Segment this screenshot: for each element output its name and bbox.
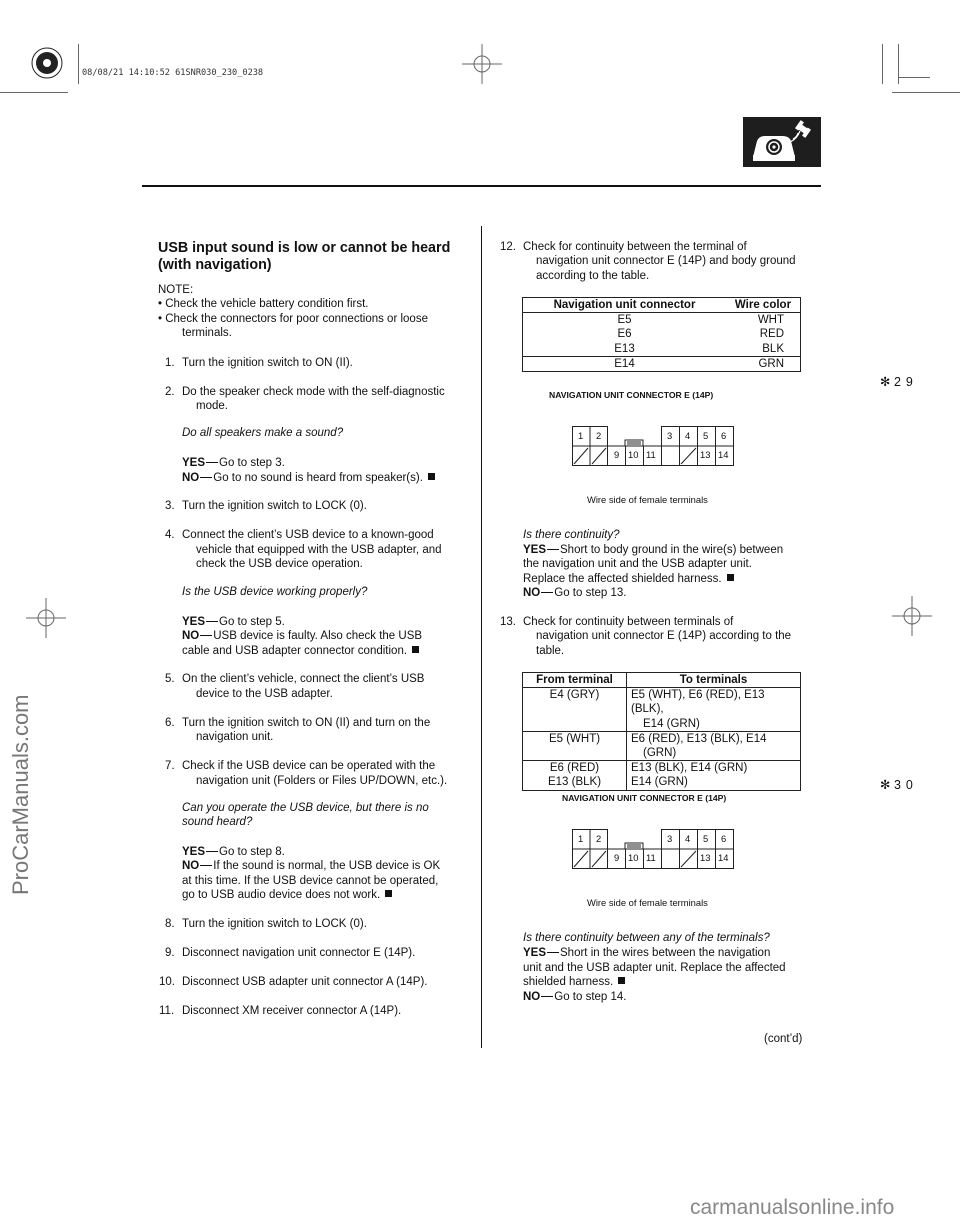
margin-mark: ✻ 29 (880, 375, 918, 389)
answer-yes: YES Short to body ground in the wire(s) between (523, 544, 784, 556)
answer-yes: YES Short in the wires between the navigation (523, 947, 771, 959)
note-label: NOTE: (158, 284, 194, 296)
step-number: 9. (165, 947, 175, 959)
table-row (523, 761, 801, 776)
side-watermark: ProCarManuals.com (8, 694, 33, 895)
step-number: 5. (165, 673, 175, 685)
pin-label: 10 (628, 852, 639, 863)
table-row (523, 356, 801, 371)
answer-no: NO Go to no sound is heard from speaker(s). (182, 471, 435, 486)
pin-label: 13 (700, 852, 711, 863)
step-number: 7. (165, 760, 175, 772)
crosshair-mark (462, 44, 502, 84)
crosshair-mark (892, 596, 932, 636)
table-row (523, 313, 801, 328)
table-header-row (523, 298, 801, 313)
table-cell: E5 (523, 313, 727, 328)
pin-label: 1 (578, 833, 584, 844)
bottom-watermark: carmanualsonline.info (690, 1196, 895, 1219)
crop-mark (78, 44, 79, 84)
answer-yes-cont: Replace the affected shielded harness. (523, 572, 734, 587)
answer-no-cont: go to USB audio device does not work. (182, 888, 392, 903)
answer-no: NO USB device is faulty. Also check the USB (182, 630, 423, 642)
table-row (523, 342, 801, 357)
table-cell: E5 (WHT), E6 (RED), E13 (BLK), E14 (GRN) (627, 688, 801, 732)
step-text: table. (536, 645, 565, 657)
pin-label: 9 (614, 852, 620, 863)
step-text: Check if the USB device can be operated with the (182, 760, 436, 772)
answer-no-cont: at this time. If the USB device cannot be operated, (182, 875, 439, 887)
crosshair-mark (26, 598, 66, 638)
table-cell: E6 (523, 327, 727, 341)
table-cell: RED (726, 327, 801, 341)
table-row (523, 327, 801, 341)
note-item: • Check the vehicle battery condition first. (158, 298, 369, 310)
answer-yes: YES Go to step 5. (182, 616, 285, 628)
crop-mark (898, 77, 930, 78)
continued-label: (cont’d) (764, 1033, 803, 1045)
connector-diagram (572, 829, 734, 869)
pin-label: 6 (721, 833, 727, 844)
crop-mark (0, 92, 68, 93)
table-cell: E6 (RED), E13 (BLK), E14 (GRN) (627, 731, 801, 760)
pin-label: 2 (596, 833, 602, 844)
header-rule (142, 185, 821, 187)
table-cell: E5 (WHT) (523, 731, 627, 760)
pin-label: 2 (596, 430, 602, 441)
continuity-table-2 (522, 672, 801, 791)
answer-yes-cont: the navigation unit and the USB adapter unit. (523, 558, 752, 570)
step-number: 2. (165, 386, 175, 398)
step-text: navigation unit. (196, 731, 274, 743)
title-line-1: USB input sound is low or cannot be heard (158, 240, 451, 256)
table-header-row (523, 673, 801, 688)
table-cell: E14 (523, 356, 727, 371)
wire-side-caption: Wire side of female terminals (587, 897, 708, 908)
margin-mark: ✻ 30 (880, 778, 918, 792)
page-title (158, 240, 450, 273)
answer-yes: YES Go to step 3. (182, 457, 285, 469)
crop-mark (892, 92, 960, 93)
table-cell: E13 (BLK), E14 (GRN) (627, 761, 801, 776)
step-text: according to the table. (536, 270, 650, 282)
table-row (523, 731, 801, 760)
step-number: 6. (165, 717, 175, 729)
step-text: Check for continuity between terminals of (523, 616, 734, 628)
pin-label: 14 (718, 852, 729, 863)
pin-label: 4 (685, 833, 691, 844)
pin-label: 11 (646, 852, 656, 863)
answer-yes-cont: unit and the USB adapter unit. Replace the affected (523, 962, 786, 974)
step-number: 3. (165, 500, 175, 512)
table-cell: GRN (726, 356, 801, 371)
table-cell: E14 (GRN) (627, 775, 801, 790)
answer-no-cont: cable and USB adapter connector condition. (182, 644, 419, 659)
table-cell: BLK (726, 342, 801, 357)
step-number: 13. (500, 616, 516, 628)
step-text: Turn the ignition switch to LOCK (0). (182, 500, 367, 512)
step-text: navigation unit connector E (14P) according to the (536, 630, 792, 642)
pin-label: 1 (578, 430, 584, 441)
question: Is there continuity? (523, 529, 620, 541)
step-number: 8. (165, 918, 175, 930)
table-cell: WHT (726, 313, 801, 328)
step-text: device to the USB adapter. (196, 688, 333, 700)
answer-no: NO If the sound is normal, the USB device is OK (182, 860, 441, 872)
step-text: Disconnect XM receiver connector A (14P). (182, 1005, 402, 1017)
question: Is there continuity between any of the terminals? (523, 932, 770, 944)
note-item: terminals. (182, 327, 232, 339)
step-text: navigation unit connector E (14P) and body ground (536, 255, 796, 267)
pin-label: 9 (614, 449, 620, 460)
crop-mark (882, 44, 883, 84)
pin-label: 4 (685, 430, 691, 441)
connector-diagram (572, 426, 734, 466)
step-text: On the client’s vehicle, connect the client’s USB (182, 673, 425, 685)
step-number: 10. (159, 976, 175, 988)
answer-yes-cont: shielded harness. (523, 975, 625, 990)
connector-caption: NAVIGATION UNIT CONNECTOR E (14P) (549, 390, 714, 400)
navigation-car-icon (743, 117, 821, 167)
step-text: vehicle that equipped with the USB adapter, and (196, 544, 442, 556)
pin-label: 3 (667, 430, 673, 441)
step-number: 11. (159, 1005, 175, 1017)
step-text: Turn the ignition switch to ON (II) and turn on the (182, 717, 431, 729)
step-text: Disconnect navigation unit connector E (14P). (182, 947, 416, 959)
step-number: 12. (500, 241, 516, 253)
column-divider (481, 226, 482, 1048)
answer-no: NO Go to step 14. (523, 991, 627, 1003)
step-number: 1. (165, 357, 175, 369)
step-text: Check for continuity between the terminal of (523, 241, 747, 253)
pin-label: 14 (718, 449, 729, 460)
table-cell: E13 (523, 342, 727, 357)
step-text: Do the speaker check mode with the self-diagnostic (182, 386, 445, 398)
table-header: Navigation unit connector (523, 298, 727, 313)
table-header: To terminals (627, 673, 801, 688)
pin-label: 11 (646, 449, 656, 460)
step-text: mode. (196, 400, 228, 412)
pin-label: 3 (667, 833, 673, 844)
table-row (523, 775, 801, 790)
question: sound heard? (182, 816, 253, 828)
step-text: Disconnect USB adapter unit connector A (14P). (182, 976, 428, 988)
question: Can you operate the USB device, but there is no (182, 802, 429, 814)
table-cell: E6 (RED) (523, 761, 627, 776)
pin-label: 10 (628, 449, 639, 460)
question: Is the USB device working properly? (182, 586, 368, 598)
pin-label: 13 (700, 449, 711, 460)
continuity-table-1 (522, 297, 801, 372)
question: Do all speakers make a sound? (182, 427, 344, 439)
step-text: Turn the ignition switch to LOCK (0). (182, 918, 367, 930)
note-item: • Check the connectors for poor connections or loose (158, 313, 428, 325)
table-header: From terminal (523, 673, 627, 688)
step-text: navigation unit (Folders or Files UP/DOWN, etc.). (196, 775, 448, 787)
answer-yes: YES Go to step 8. (182, 846, 285, 858)
crop-mark (898, 44, 899, 84)
wire-side-caption: Wire side of female terminals (587, 494, 708, 505)
table-row (523, 688, 801, 732)
step-number: 4. (165, 529, 175, 541)
pin-label: 5 (703, 430, 709, 441)
step-text: Connect the client’s USB device to a known-good (182, 529, 434, 541)
table-header: Wire color (726, 298, 801, 313)
step-text: check the USB device operation. (196, 558, 363, 570)
pin-label: 5 (703, 833, 709, 844)
pin-label: 6 (721, 430, 727, 441)
registration-mark (30, 46, 64, 80)
print-timestamp: 08/08/21 14:10:52 61SNR030_230_0238 (82, 68, 264, 78)
table-cell: E4 (GRY) (523, 688, 627, 732)
step-text: Turn the ignition switch to ON (II). (182, 357, 353, 369)
table-cell: E13 (BLK) (523, 775, 627, 790)
connector-caption: NAVIGATION UNIT CONNECTOR E (14P) (562, 793, 727, 803)
title-line-2: (with navigation) (158, 256, 272, 273)
answer-no: NO Go to step 13. (523, 587, 627, 599)
